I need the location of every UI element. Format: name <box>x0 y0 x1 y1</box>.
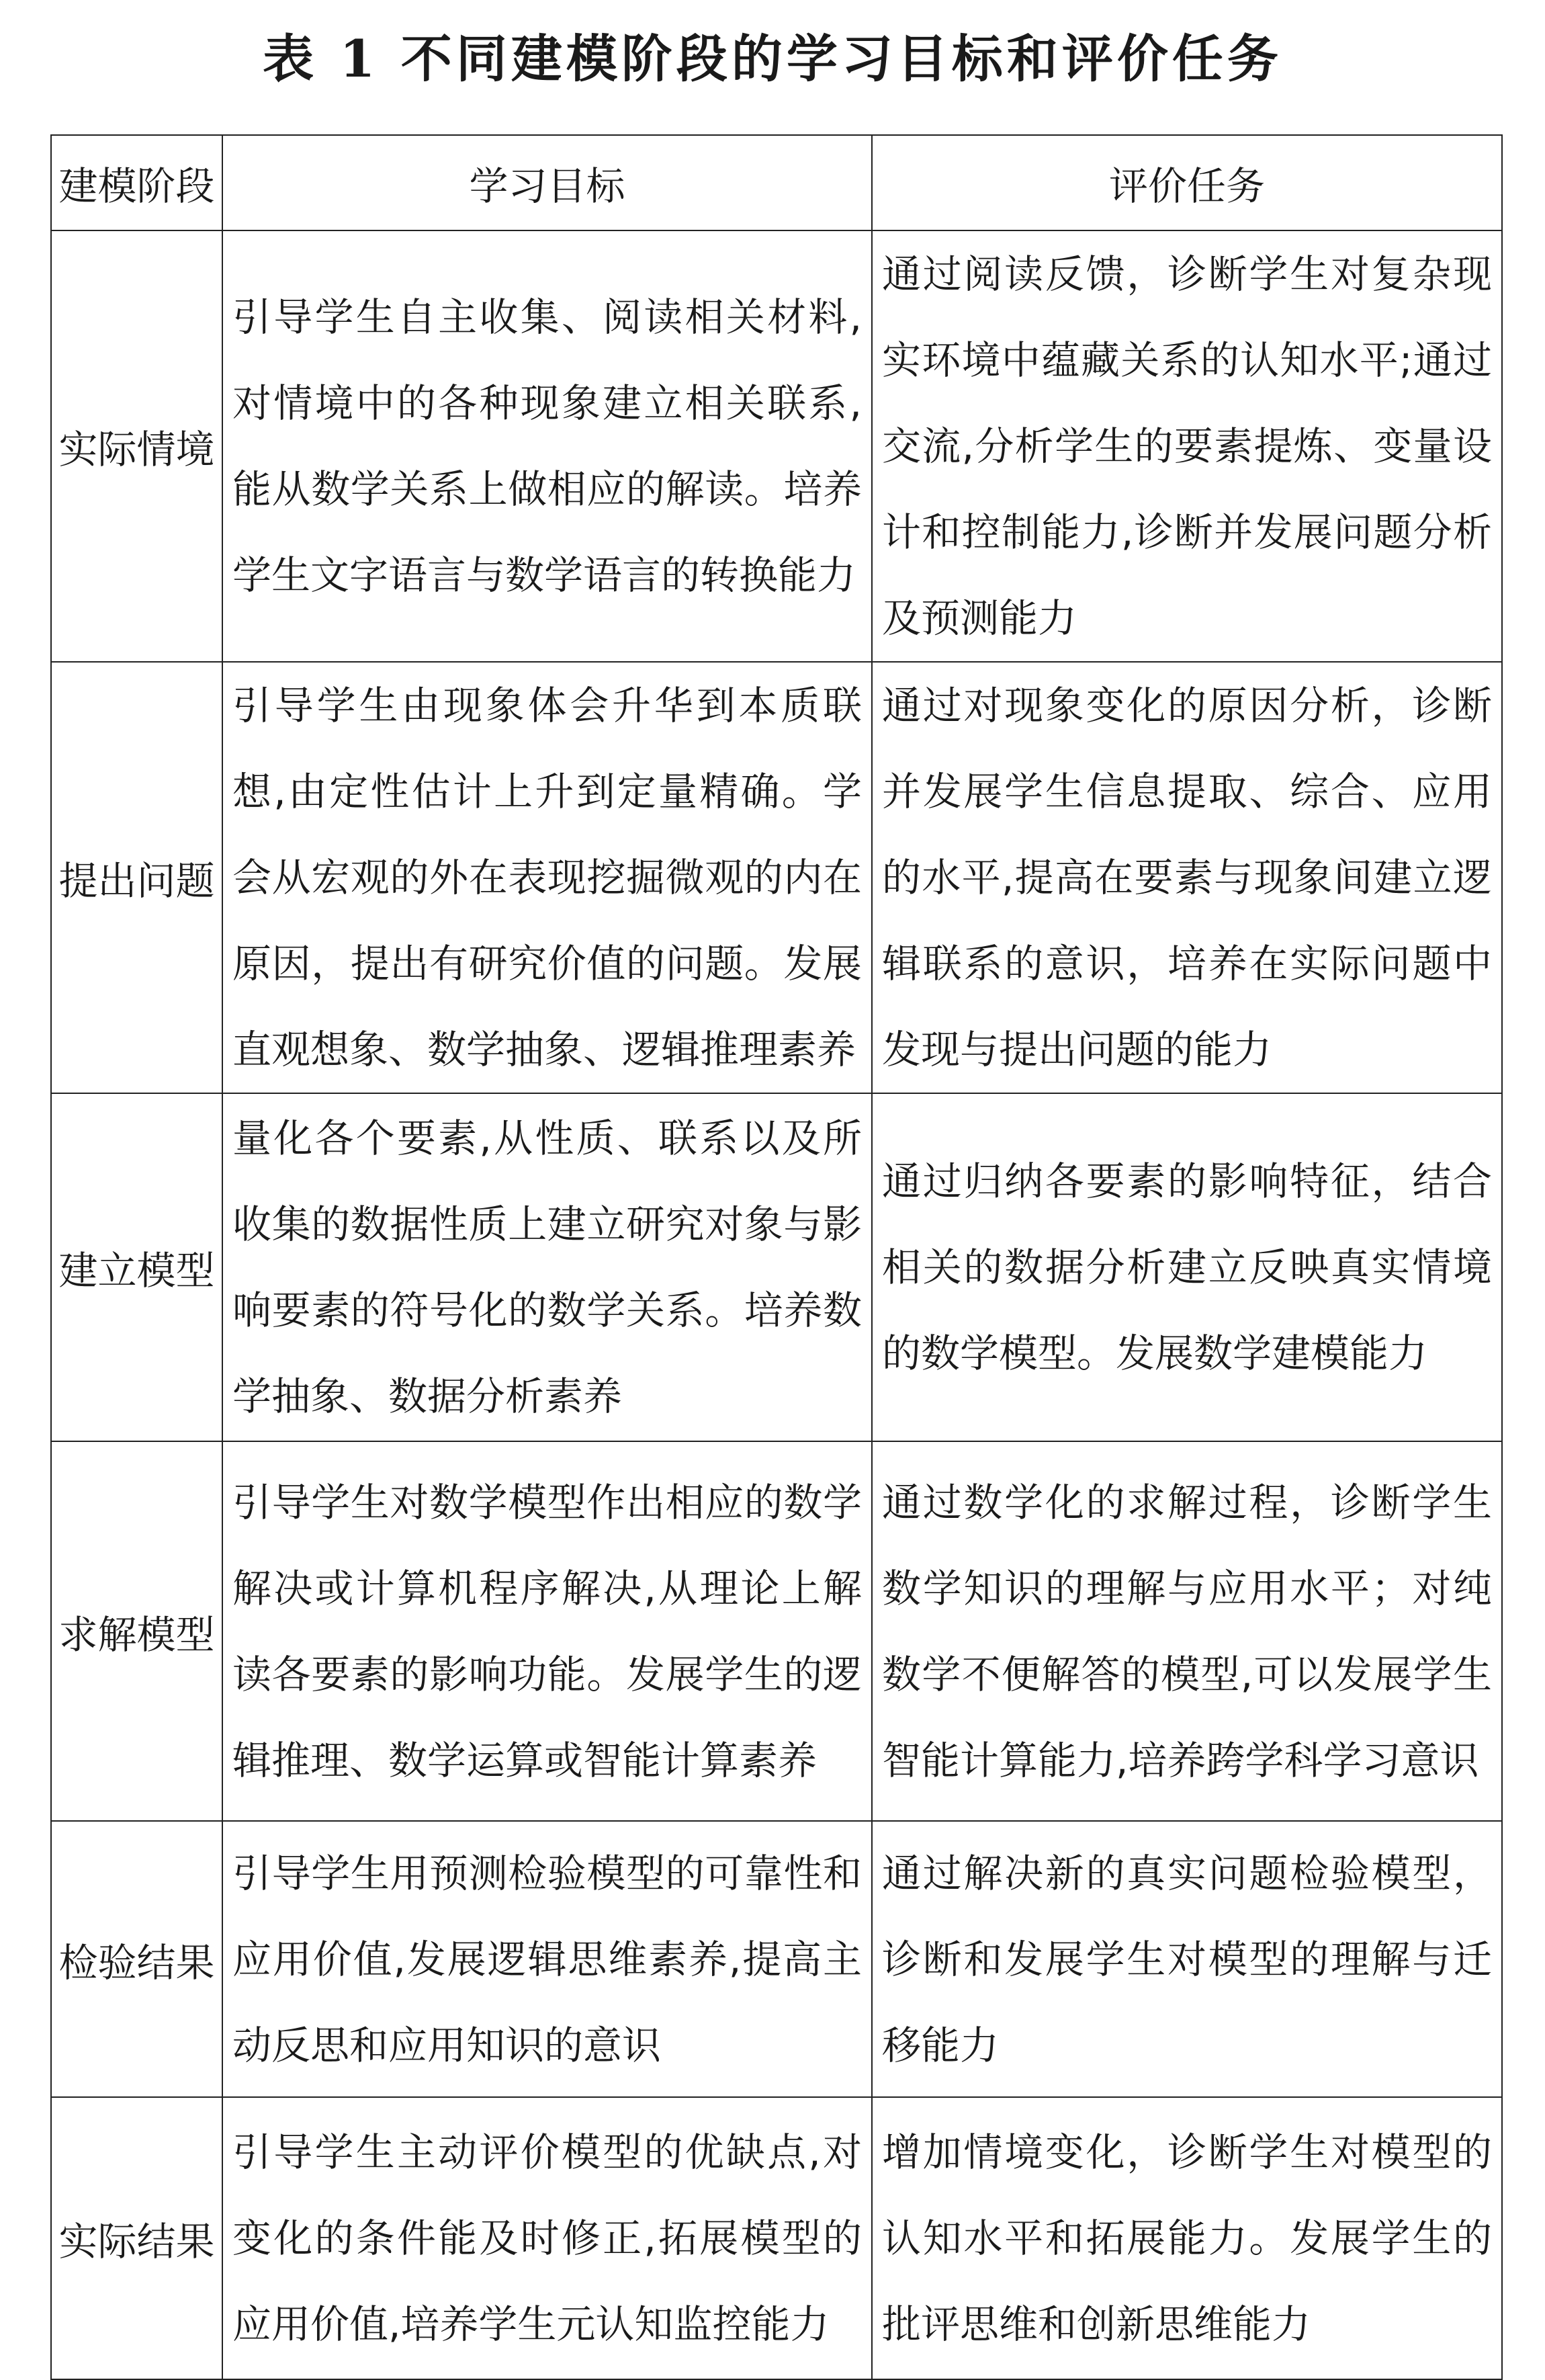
goal-cell: 量化各个要素,从性质、联系以及所收集的数据性质上建立研究对象与影响要素的符号化的数学关系。培养数学抽象、数据分析素养 <box>222 1093 872 1441</box>
stage-cell: 求解模型 <box>51 1441 222 1821</box>
table-caption: 表 1 不同建模阶段的学习目标和评价任务 <box>263 29 1282 89</box>
table-row <box>51 2097 1502 2379</box>
goal-cell: 引导学生自主收集、阅读相关材料,对情境中的各种现象建立相关联系,能从数学关系上做相应的解读。培养学生文字语言与数学语言的转换能力 <box>222 230 872 662</box>
header-goal: 学习目标 <box>222 135 872 230</box>
goal-cell: 引导学生用预测检验模型的可靠性和应用价值,发展逻辑思维素养,提高主动反思和应用知识的意识 <box>222 1821 872 2097</box>
task-cell: 通过阅读反馈，诊断学生对复杂现实环境中蕴藏关系的认知水平;通过交流,分析学生的要素提炼、变量设计和控制能力,诊断并发展问题分析及预测能力 <box>872 230 1502 662</box>
table-row <box>51 1093 1502 1441</box>
header-row <box>51 135 1502 230</box>
table-row <box>51 230 1502 662</box>
stage-cell: 实际情境 <box>51 230 222 662</box>
header-stage: 建模阶段 <box>51 135 222 230</box>
task-cell: 通过解决新的真实问题检验模型，诊断和发展学生对模型的理解与迁移能力 <box>872 1821 1502 2097</box>
goal-cell: 引导学生对数学模型作出相应的数学解决或计算机程序解决,从理论上解读各要素的影响功能。发展学生的逻辑推理、数学运算或智能计算素养 <box>222 1441 872 1821</box>
table-row <box>51 1821 1502 2097</box>
goal-cell: 引导学生由现象体会升华到本质联想,由定性估计上升到定量精确。学会从宏观的外在表现挖掘微观的内在原因，提出有研究价值的问题。发展直观想象、数学抽象、逻辑推理素养 <box>222 662 872 1093</box>
task-cell: 通过数学化的求解过程，诊断学生数学知识的理解与应用水平；对纯数学不便解答的模型,可以发展学生智能计算能力,培养跨学科学习意识 <box>872 1441 1502 1821</box>
table-row <box>51 662 1502 1093</box>
task-cell: 增加情境变化，诊断学生对模型的认知水平和拓展能力。发展学生的批评思维和创新思维能力 <box>872 2097 1502 2379</box>
goals-table <box>50 134 1503 2380</box>
goal-cell: 引导学生主动评价模型的优缺点,对变化的条件能及时修正,拓展模型的应用价值,培养学生元认知监控能力 <box>222 2097 872 2379</box>
table-row <box>51 1441 1502 1821</box>
task-cell: 通过归纳各要素的影响特征，结合相关的数据分析建立反映真实情境的数学模型。发展数学建模能力 <box>872 1093 1502 1441</box>
stage-cell: 提出问题 <box>51 662 222 1093</box>
stage-cell: 检验结果 <box>51 1821 222 2097</box>
stage-cell: 建立模型 <box>51 1093 222 1441</box>
task-cell: 通过对现象变化的原因分析，诊断并发展学生信息提取、综合、应用的水平,提高在要素与现象间建立逻辑联系的意识，培养在实际问题中发现与提出问题的能力 <box>872 662 1502 1093</box>
stage-cell: 实际结果 <box>51 2097 222 2379</box>
header-task: 评价任务 <box>872 135 1502 230</box>
